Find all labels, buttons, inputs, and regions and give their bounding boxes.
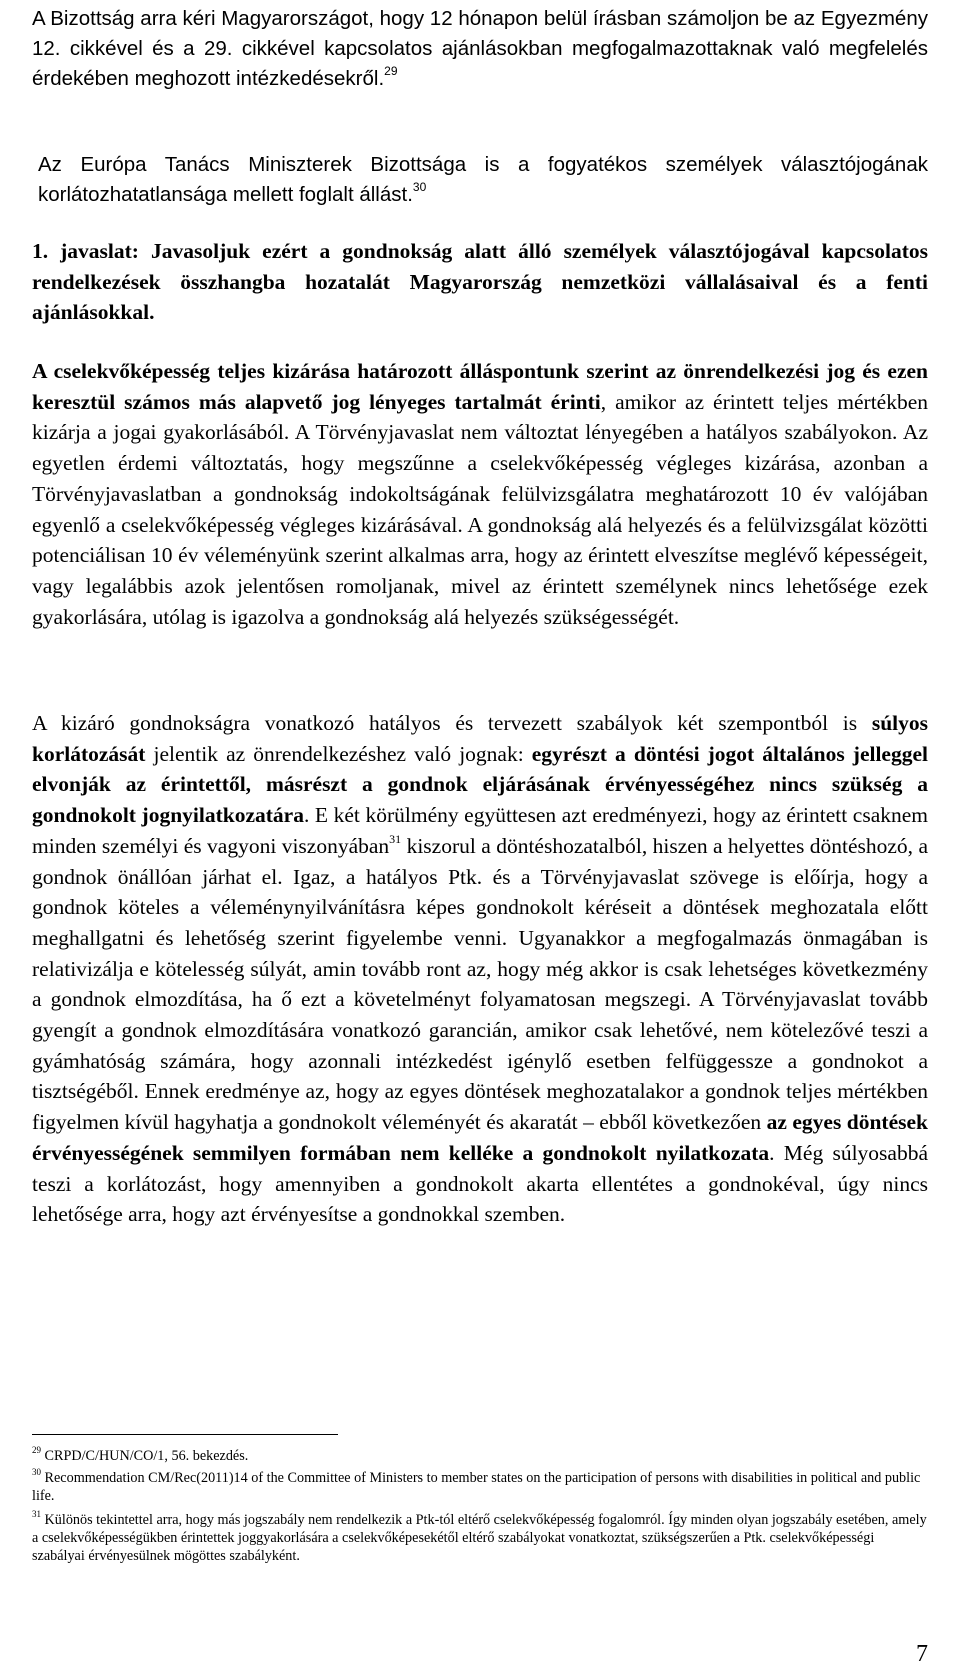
footnote-30 [32, 1469, 928, 1505]
footnote-number: 29 [32, 1445, 41, 1456]
bold-segment: súlyos korlátozását [32, 711, 928, 766]
footnote-separator [32, 1434, 338, 1435]
text-segment: kiszorul a döntéshozatalból, hiszen a helyettes döntéshozó, a gondnok önállóan járhat el. Igaz, a hatályos Ptk. és a Törvényjavaslat szövege is előírja, hogy a gondnok köteles a véleménynyilvánításra képes gondnokolt kéréseit a döntések meghozatala előtt meghallgatni és lehetőség szerint figyelembe venni. Ugyanakkor a megfogalmazás önmagában is relativizálja e kötelesség súlyát, amin tovább ront az, hogy még akkor is csak lehetséges következmény a gondnok elmozdítása, ha ő ezt a követelményt folyamatosan megszegi. A Törvényjavaslat tovább gyengít a gondnok elmozdítására vonatkozó garancián, amikor csak lehetővé, nem kötelezővé teszi a gyámhatóság számára, hogy azonnali intézkedést igénylő esetben felfüggessze a gondnokot a tisztségéből. Ennek eredménye az, hogy az egyes döntések meghozatalakor a gondnok teljes mértékben figyelmen kívül hagyhatja a gondnokolt véleményét és akaratát – ebből következően [32, 833, 928, 1135]
bold-statement: A cselekvőképesség teljes kizárása határozott álláspontunk szerint az önrendelkezési jog és ezen keresztül számos más alapvető jog lényeges tartalmát érinti [32, 359, 928, 414]
footnote-29 [32, 1447, 928, 1465]
paragraph-text: , amikor az érintett teljes mértékben kizárja a jogai gyakorlásából. A Törvényjavaslat nem változtat lényegében a hatályos szabályokon. Az egyetlen érdemi változtatás, hogy megszűnne a cselekvőképesség végleges kizárása, azonban a Törvényjavaslatban a gondnokság indokoltságának felülvizsgálatra meghatározott 10 év valójában egyenlő a cselekvőképesség végleges kizárásával. A gondnokság alá helyezés és a felülvizsgálat közötti potenciálisan 10 év véleményünk szerint alkalmas arra, hogy az érintett elveszítse meglévő képességeit, vagy legalábbis azok jelentősen romoljanak, mivel az érintett személynek nincs lehetősége ezek gyakorlására, utólag is igazolva a gondnokság alá helyezés szükségességét. [32, 389, 928, 629]
footnote-text: Különös tekintettel arra, hogy más jogszabály nem rendelkezik a Ptk-tól eltérő cselekvőképesség fogalomról. Így minden olyan jogszabály esetében, amely a cselekvőképességükben érintettek joggyakorlására a cselekvőképesekétől eltérő szabályokat vonatkoztat, szükségszerűen a Ptk. cselekvőképességi szabályai érvényesülnek mögöttes szabályként. [32, 1512, 927, 1564]
paragraph-council-of-europe [32, 150, 928, 210]
paragraph-guardianship-rules [32, 708, 928, 1230]
text-segment: jelentik az önrendelkezéshez való jognak: [145, 741, 532, 766]
footnote-text: Recommendation CM/Rec(2011)14 of the Committee of Ministers to member states on the participation of persons with disabilities in political and public life. [32, 1470, 921, 1504]
text-segment: . Még súlyosabbá teszi a korlátozást, hogy amennyiben a gondnokolt akarta ellentétes a gondnokéval, úgy nincs lehetősége arra, hogy azt érvényesítse a gondnokkal szemben. [32, 1140, 928, 1227]
page-number: 7 [916, 1641, 928, 1667]
footnote-ref-29[interactable]: 29 [384, 64, 398, 79]
footnote-ref-30[interactable]: 30 [412, 180, 427, 195]
recommendation-1: 1. javaslat: Javasoljuk ezért a gondnokság alatt álló személyek választójogával kapcsolatos rendelkezések összhangba hozatalát Magyarország nemzetközi vállalásaival és a fenti ajánlásokkal. [32, 239, 928, 325]
paragraph-legal-capacity [32, 356, 928, 632]
footnote-ref-31[interactable]: 31 [389, 831, 402, 846]
bold-segment: egyrészt a döntési jogot általános jelleggel elvonják az érintettől, másrészt a gondnok eljárásának érvényességéhez nincs szükség a gondnokolt jognyilatkozatára [32, 741, 928, 828]
footnote-31 [32, 1511, 928, 1565]
footnote-number: 31 [32, 1509, 41, 1520]
footnote-text: CRPD/C/HUN/CO/1, 56. bekezdés. [44, 1448, 249, 1464]
footnote-number: 30 [32, 1467, 41, 1478]
bold-segment: az egyes döntések érvényességének semmilyen formában nem kelléke a gondnokolt nyilatkozata [32, 1110, 928, 1165]
paragraph-text: A Bizottság arra kéri Magyarországot, hogy 12 hónapon belül írásban számoljon be az Egyezmény 12. cikkével és a 29. cikkével kapcsolatos ajánlásokban megfogalmazottaknak való megfelelés érdekében meghozott intézkedésekről. [32, 7, 928, 90]
paragraph-text: Az Európa Tanács Miniszterek Bizottsága is a fogyatékos személyek választójogának korlátozhatatlansága mellett foglalt állást. [38, 153, 928, 206]
paragraph-committee-request [32, 4, 928, 94]
text-segment: . E két körülmény együttesen azt eredményezi, hogy az érintett csaknem minden személyi és vagyoni viszonyában [32, 803, 929, 858]
text-segment: A kizáró gondnokságra vonatkozó hatályos és tervezett szabályok két szempontból is [32, 711, 872, 735]
